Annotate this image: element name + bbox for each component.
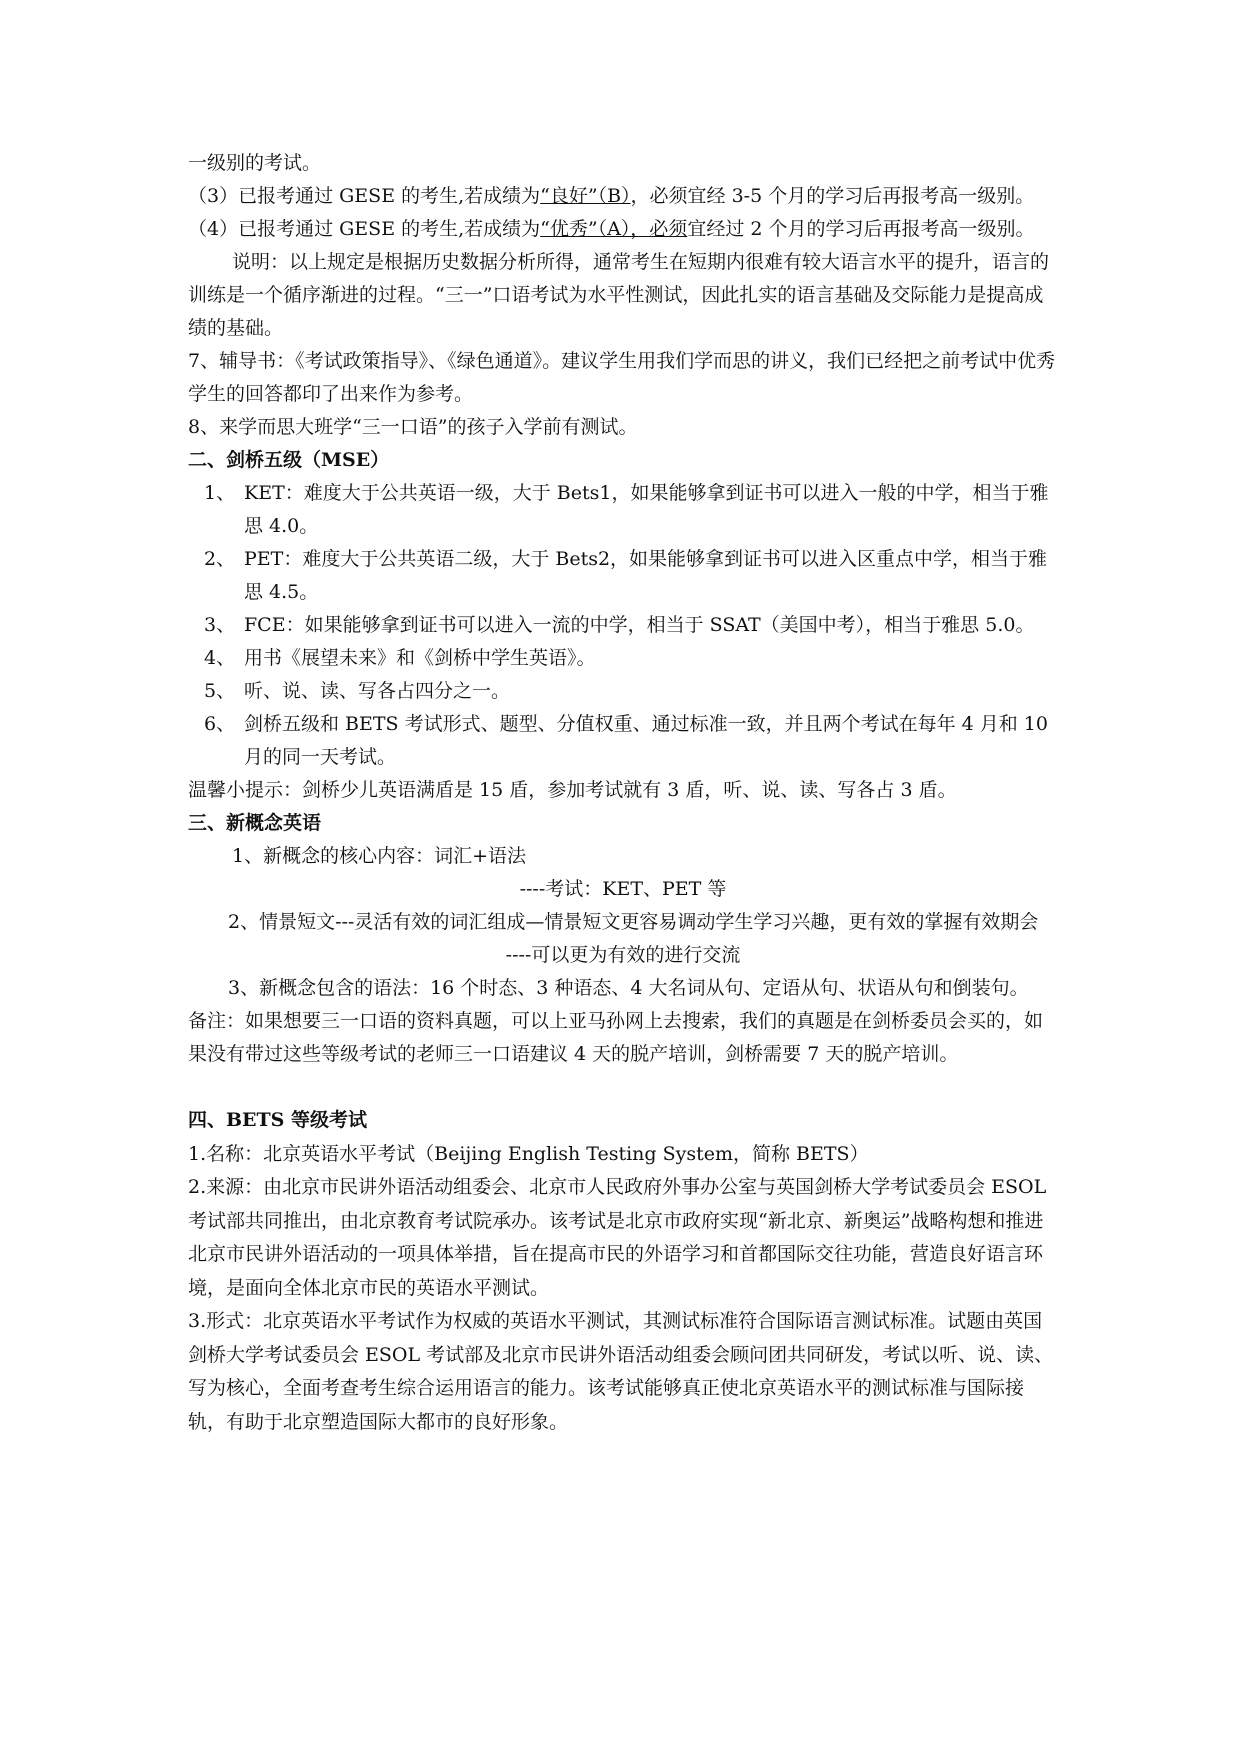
list-item: 2、 PET：难度大于公共英语二级，大于 Bets2，如果能够拿到证书可以进入区重点中学，相当于雅思 4.5。: [204, 548, 1048, 603]
paragraph-bets-name: 1.名称：北京英语水平考试（Beijing English Testing System，简称 BETS）: [188, 1142, 869, 1165]
paragraph-bets-source: 2.来源：由北京市民讲外语活动组委会、北京市人民政府外事办公室与英国剑桥大学考试委员会 ESOL 考试部共同推出，由北京教育考试院承办。该考试是北京市政府实现“新北京、新奥运”战略构想和推进北京市民讲外语活动的一项具体举措，旨在提高市民的外语学习和首都国际交往功能，营造良好语言环境，是面向全体北京市民的英语水平测试。: [188, 1176, 1047, 1299]
blank-line: [188, 1071, 1058, 1104]
paragraph-level-exam: 一级别的考试。: [188, 152, 322, 174]
paragraph-item-8: 8、来学而思大班学“三一口语”的孩子入学前有测试。: [188, 416, 638, 438]
paragraph-nc-2-note: ----可以更为有效的进行交流: [505, 944, 741, 966]
section-4: [188, 1104, 1058, 1439]
paragraph-nc-1: 1、新概念的核心内容：词汇+语法: [232, 845, 527, 867]
paragraph-nc-3: 3、新概念包含的语法：16 个时态、3 种语态、4 大名词从句、定语从句、状语从句和倒装句。: [228, 977, 1029, 999]
section-2-title: 二、剑桥五级（MSE）: [188, 449, 390, 471]
list-item: 6、 剑桥五级和 BETS 考试形式、题型、分值权重、通过标准一致，并且两个考试在每年 4 月和 10 月的同一天考试。: [204, 713, 1048, 768]
paragraph-item-7: 7、辅导书：《考试政策指导》、《绿色通道》。建议学生用我们学而思的讲义，我们已经把之前考试中优秀学生的回答都印了出来作为参考。: [188, 350, 1056, 405]
list-item: 4、 用书《展望未来》和《剑桥中学生英语》。: [204, 647, 596, 669]
underlined-grade-good: “良好”（B）: [540, 185, 631, 207]
paragraph-nc-2: 2、情景短文---灵活有效的词汇组成—情景短文更容易调动学生学习兴趣，更有效的掌握有效期会: [228, 911, 1039, 933]
document-body: [188, 147, 1058, 1439]
paragraph-nc-1-note: ----考试：KET、PET 等: [519, 878, 727, 900]
list-item: 3、 FCE：如果能够拿到证书可以进入一流的中学，相当于 SSAT（美国中考），相当于雅思 5.0。: [204, 614, 1035, 636]
paragraph-remark: 备注：如果想要三一口语的资料真题，可以上亚马孙网上去搜索，我们的真题是在剑桥委员会买的，如果没有带过这些等级考试的老师三一口语建议 4 天的脱产培训，剑桥需要 7 天的脱产培训。: [188, 1010, 1044, 1065]
list-item: 1、 KET：难度大于公共英语一级，大于 Bets1，如果能够拿到证书可以进入一般的中学，相当于雅思 4.0。: [204, 482, 1049, 537]
cambridge-list: [188, 477, 1058, 774]
underlined-grade-excellent: “优秀”（A），必须: [540, 218, 688, 240]
paragraph-bets-format: 3.形式：北京英语水平考试作为权威的英语水平测试，其测试标准符合国际语言测试标准。试题由英国剑桥大学考试委员会 ESOL 考试部及北京市民讲外语活动组委会顾问团共同研发，考试以听、说、读、写为核心，全面考查考生综合运用语言的能力。该考试能够真正使北京英语水平的测试标准与国际接轨，有助于北京塑造国际大都市的良好形象。: [188, 1310, 1054, 1433]
paragraph-tip: 温馨小提示：剑桥少儿英语满盾是 15 盾，参加考试就有 3 盾，听、说、读、写各占 3 盾。: [188, 779, 957, 801]
paragraph-explanation: 说明：以上规定是根据历史数据分析所得，通常考生在短期内很难有较大语言水平的提升，语言的训练是一个循序渐进的过程。“三一”口语考试为水平性测试，因此扎实的语言基础及交际能力是提高成绩的基础。: [188, 251, 1050, 339]
paragraph-gese-good: （3）已报考通过 GESE 的考生,若成绩为“良好”（B），必须宜经 3-5 个月的学习后再报考高一级别。: [188, 185, 1035, 207]
section-3-title: 三、新概念英语: [188, 812, 322, 834]
section-4-title: 四、BETS 等级考试: [188, 1109, 368, 1131]
list-item: 5、 听、说、读、写各占四分之一。: [204, 680, 511, 702]
paragraph-gese-excellent: （4）已报考通过 GESE 的考生,若成绩为“优秀”（A），必须宜经过 2 个月的学习后再报考高一级别。: [188, 218, 1035, 240]
